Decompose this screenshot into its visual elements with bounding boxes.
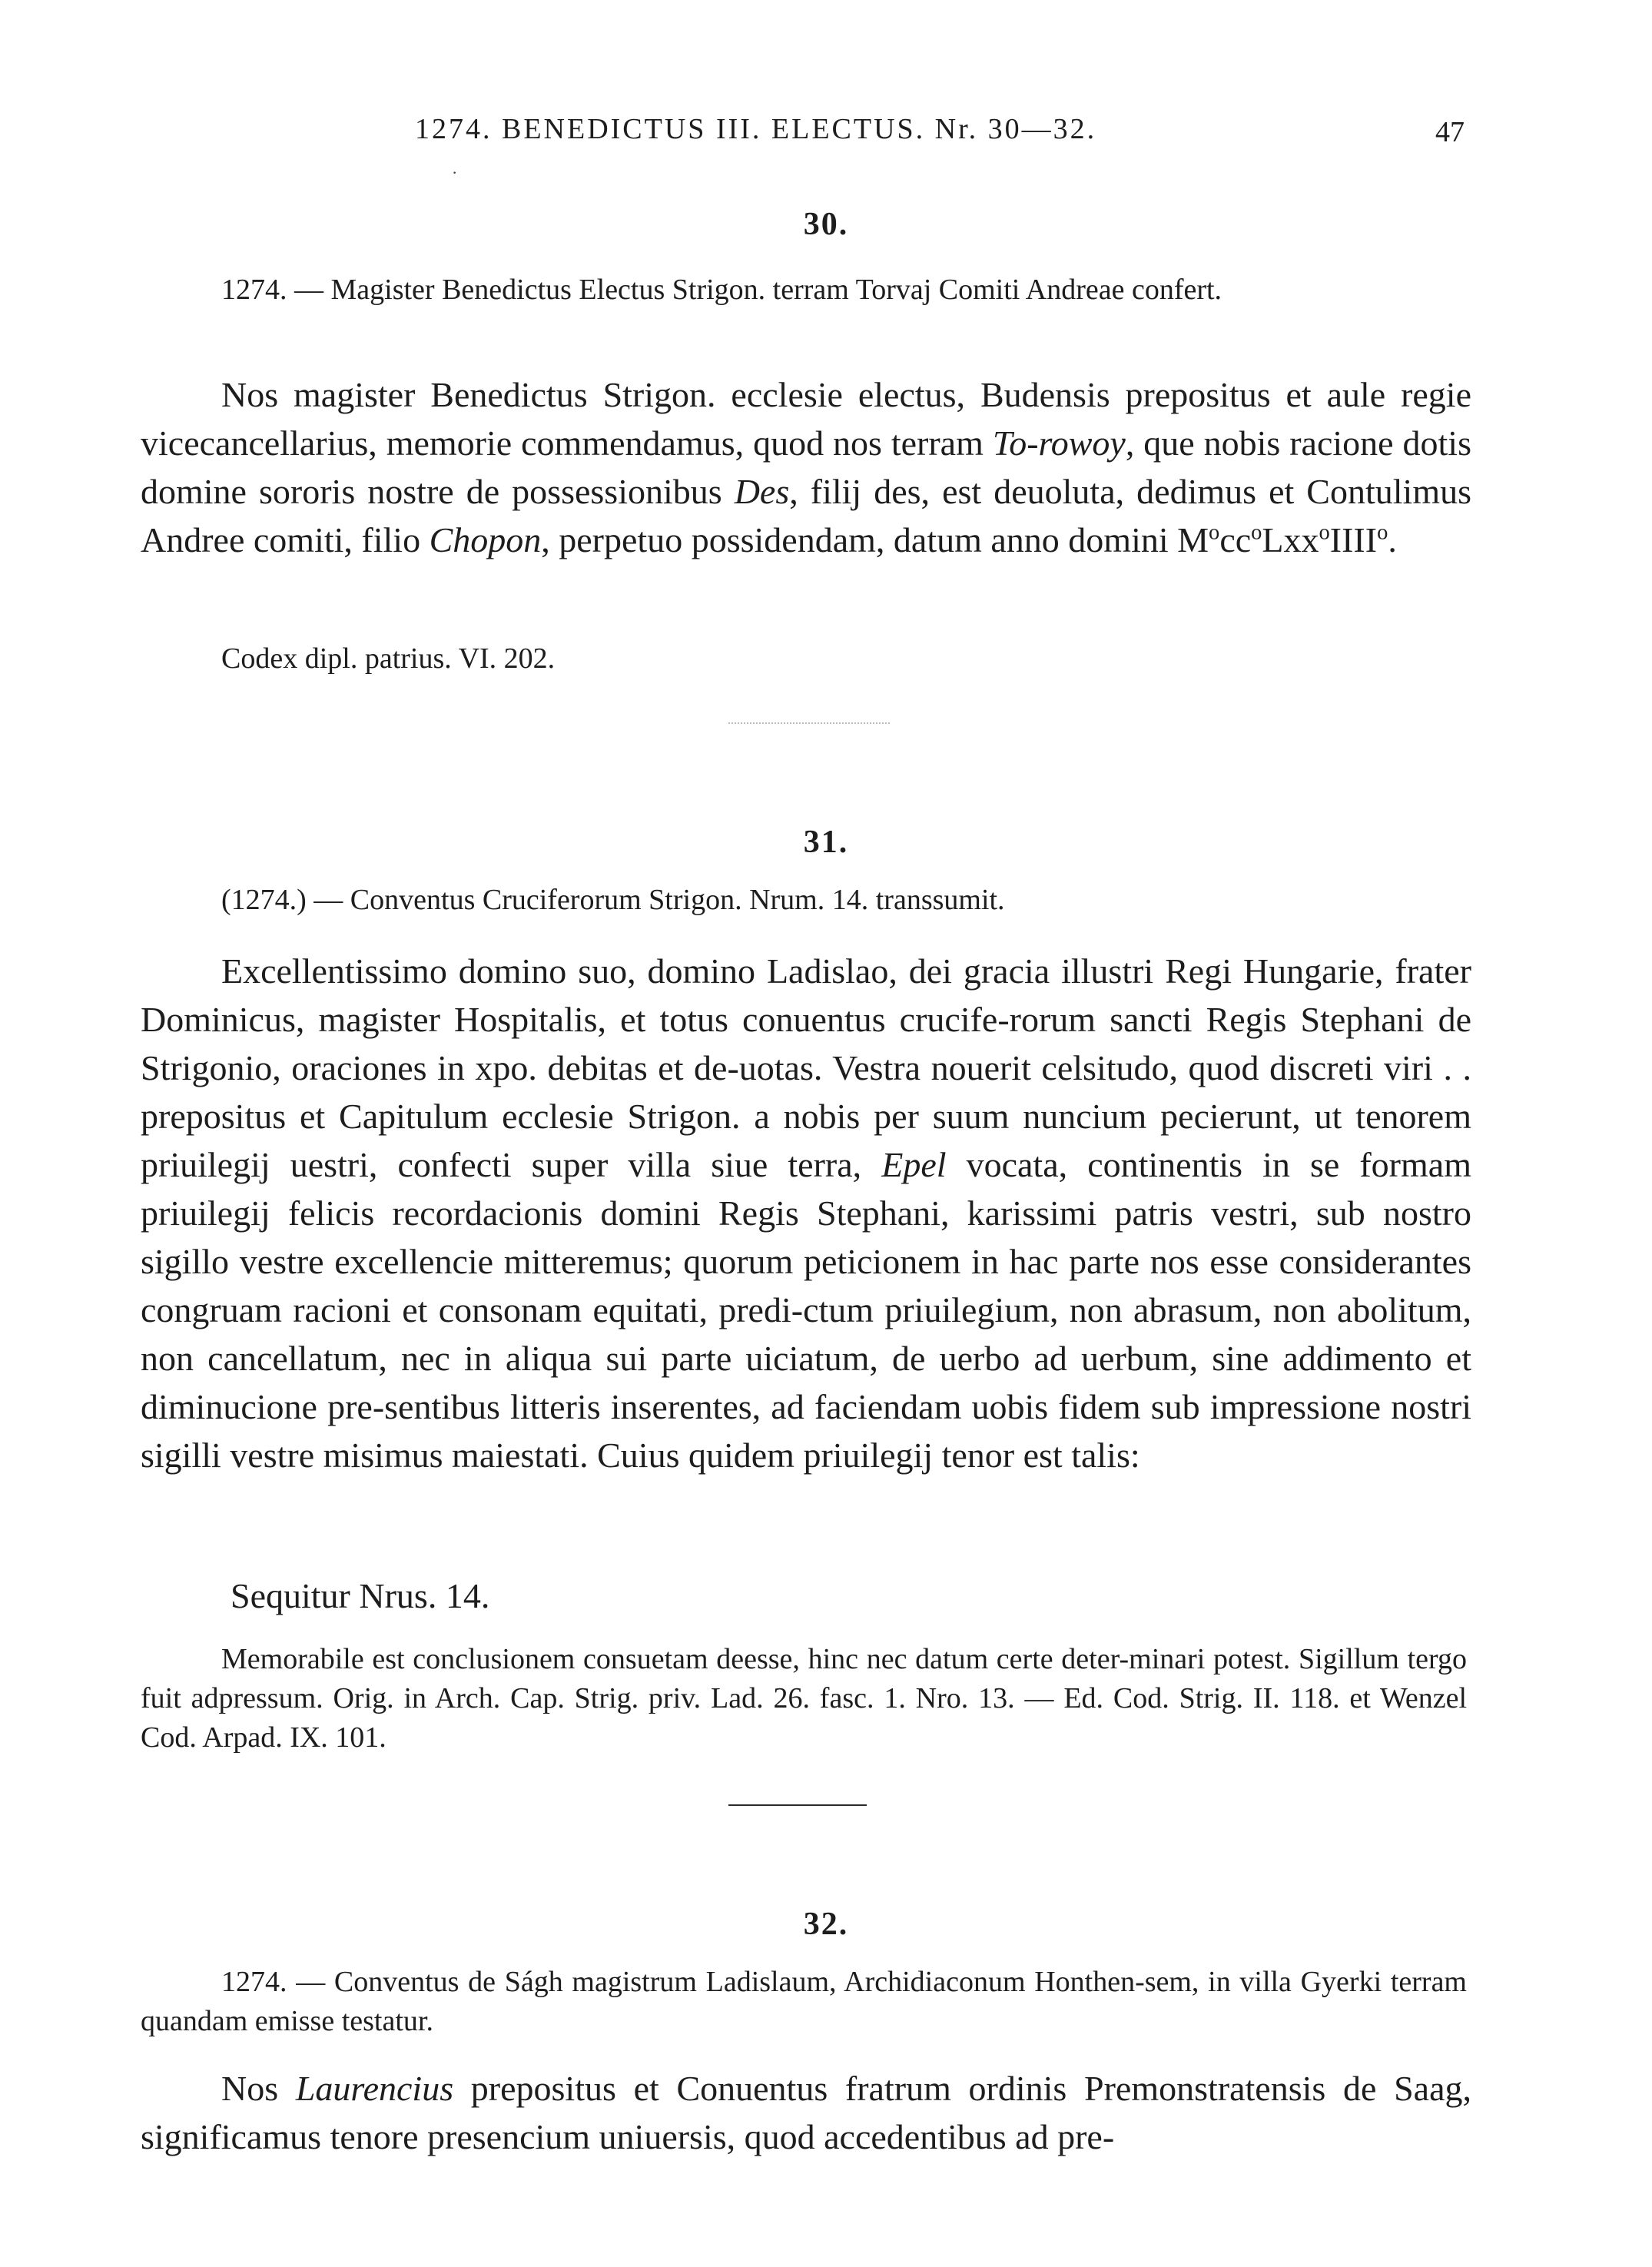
page-number: 47 <box>1435 116 1465 148</box>
document-31-sequitur: Sequitur Nrus. 14. <box>231 1576 490 1615</box>
faint-divider <box>728 722 890 724</box>
document-32-summary: 1274. — Conventus de Ságh magistrum Ladislaum, Archidiaconum Honthen-sem, in villa Gyerki terram quandam emisse testatur. <box>141 1966 1467 2037</box>
document-number-32: 32. <box>803 1907 849 1942</box>
document-32-text: Nos Laurencius prepositus et Conuentus fratrum ordinis Premonstratensis de Saag, significamus tenore presencium uniuersis, quod accedentibus ad pre- <box>141 2069 1472 2156</box>
document-number-31: 31. <box>803 825 849 860</box>
running-title: 1274. BENEDICTUS III. ELECTUS. Nr. 30—32. <box>415 113 1097 145</box>
document-31-note: Memorabile est conclusionem consuetam deesse, hinc nec datum certe deter-minari potest. Sigillum tergo fuit adpressum. Orig. in Arch. Cap. Strig. priv. Lad. 26. fasc. 1. Nro. 13. — Ed. Cod. Strig. II. 118. et Wenzel Cod. Arpad. IX. 101. <box>141 1643 1467 1754</box>
stray-mark: · <box>452 163 458 182</box>
document-31-summary: (1274.) — Conventus Cruciferorum Strigon. Nrum. 14. transsumit. <box>221 884 1005 916</box>
document-number-30: 30. <box>803 207 849 242</box>
document-30-source: Codex dipl. patrius. VI. 202. <box>221 642 556 675</box>
document-31-text: Excellentissimo domino suo, domino Ladislao, dei gracia illustri Regi Hungarie, frater Dominicus, magister Hospitalis, et totus conuentus crucife-rorum sancti Regis Stephani de Strigonio, oraciones in xpo. debitas et de-uotas. Vestra nouerit celsitudo, quod discreti viri . . prepositus et Capitulum ecclesie Strigon. a nobis per suum nuncium pecierunt, ut tenorem priuilegij uestri, confecti super villa siue terra, Epel vocata, continentis in se formam priuilegij felicis recordacionis domini Regis Stephani, karissimi patris vestri, sub nostro sigillo vestre excellencie mitteremus; quorum peticionem in hac parte nos esse considerantes congruam racioni et consonam equitati, predi-ctum priuilegium, non abrasum, non abolitum, non cancellatum, nec in aliqua sui parte uiciatum, de uerbo ad uerbum, sine addimento et diminucione pre-sentibus litteris inserentes, ad faciendam uobis fidem sub impressione nostri sigilli vestre misimus maiestati. Cuius quidem priuilegij tenor est talis: <box>141 951 1471 1475</box>
document-30-text: Nos magister Benedictus Strigon. ecclesie electus, Budensis prepositus et aule regie vicecancellarius, memorie commendamus, quod nos terram To-rowoy, que nobis racione dotis domine sororis nostre de possessionibus Des, filij des, est deuoluta, dedimus et Contulimus Andree comiti, filio Chopon, perpetuo possidendam, datum anno domini $M^occ^oLxx^oIIII^o$. <box>141 375 1472 559</box>
section-divider <box>728 1804 867 1806</box>
document-30-summary: 1274. — Magister Benedictus Electus Strigon. terram Torvaj Comiti Andreae confert. <box>221 274 1222 306</box>
